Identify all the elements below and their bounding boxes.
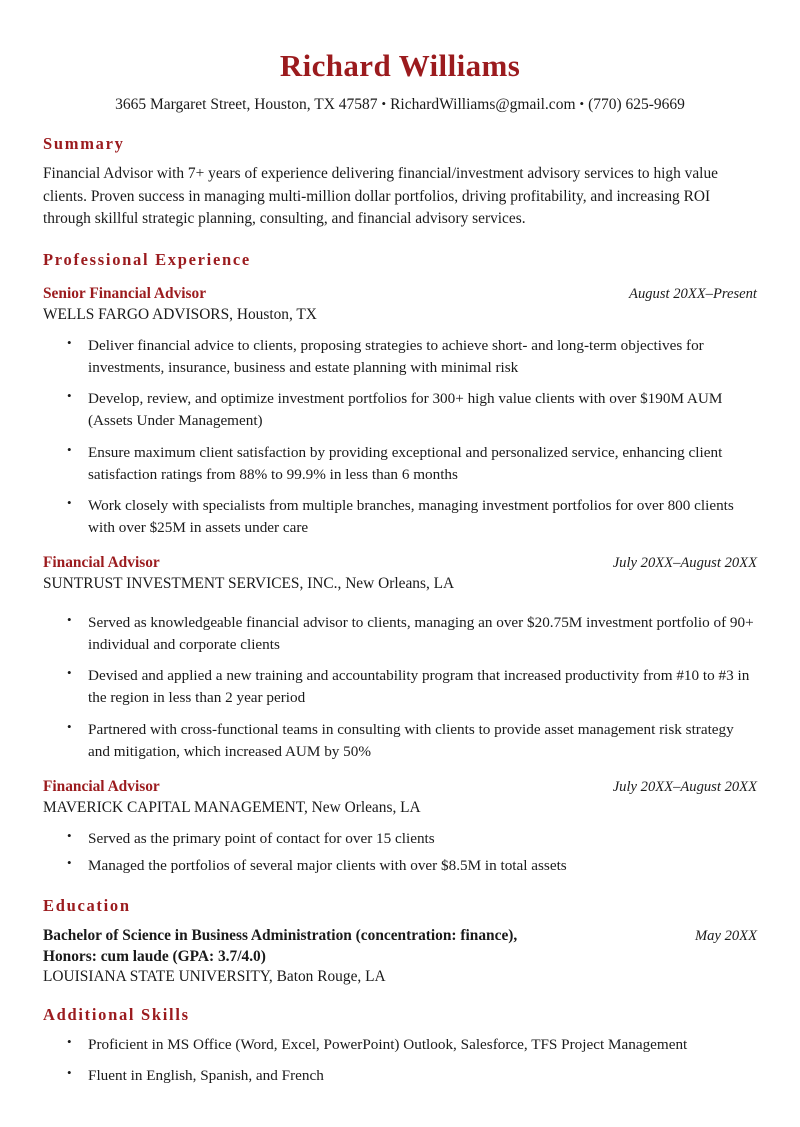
contact-email[interactable]: RichardWilliams@gmail.com — [390, 95, 576, 113]
experience-entry — [43, 777, 757, 877]
job-header-row — [43, 777, 757, 798]
job-header-row — [43, 284, 757, 305]
summary-text: Financial Advisor with 7+ years of experience delivering financial/investment advisory services to high value clients. Proven success in managing multi-million dollar portfolios, driving profitability, and increasing ROI through skillful strategic planning, consulting, and financial advisory services. — [43, 164, 718, 228]
job-date: July 20XX–August 20XX — [612, 555, 757, 572]
education-school: LOUISIANA STATE UNIVERSITY, Baton Rouge, LA — [43, 968, 386, 986]
job-bullet: • Deliver financial advice to clients, proposing strategies to achieve short- and long-term objectives for investments, insurance, business and estate planning with minimal risk — [43, 335, 757, 379]
section-heading-education: Education — [43, 896, 131, 916]
candidate-name: Richard Williams — [279, 48, 521, 83]
job-date: July 20XX–August 20XX — [612, 779, 757, 796]
contact-line — [43, 95, 757, 115]
job-company: WELLS FARGO ADVISORS, Houston, TX — [43, 306, 317, 324]
contact-separator-1: • — [381, 95, 387, 111]
education-date: May 20XX — [694, 927, 757, 944]
job-title: Financial Advisor — [43, 778, 160, 796]
job-bullet: • Ensure maximum client satisfaction by providing exceptional and personalized service, enhancing client satisfaction ratings from 88% to 99.9% in less than 6 months — [43, 442, 757, 486]
education-entry — [43, 925, 757, 968]
job-bullet: • Work closely with specialists from multiple branches, managing investment portfolios for over 800 clients with over $25M in assets under care — [43, 495, 757, 539]
job-company: SUNTRUST INVESTMENT SERVICES, INC., New Orleans, LA — [43, 575, 455, 593]
experience-entry — [43, 553, 757, 763]
job-bullet: • Served as the primary point of contact for over 15 clients — [43, 828, 757, 850]
skills-bullet-list — [43, 1034, 757, 1087]
skill-bullet: • Fluent in English, Spanish, and French — [43, 1065, 757, 1087]
job-bullet: • Served as knowledgeable financial advisor to clients, managing an over $20.75M investment portfolio of 90+ individual and corporate clients — [43, 612, 757, 656]
job-company: MAVERICK CAPITAL MANAGEMENT, New Orleans, LA — [43, 798, 421, 816]
job-bullet: • Partnered with cross-functional teams in consulting with clients to provide asset management risk strategy and mitigation, which increased AUM by 50% — [43, 719, 757, 763]
job-title: Financial Advisor — [43, 554, 160, 572]
education-degree-line-2: Honors: cum laude (GPA: 3.7/4.0) — [43, 948, 266, 966]
section-heading-summary: Summary — [43, 133, 125, 153]
skill-bullet: • Proficient in MS Office (Word, Excel, PowerPoint) Outlook, Salesforce, TFS Project Management — [43, 1034, 757, 1056]
contact-separator-2: • — [579, 95, 585, 111]
contact-address: 3665 Margaret Street, Houston, TX 47587 — [115, 95, 378, 113]
job-header-row — [43, 553, 757, 574]
contact-phone[interactable]: (770) 625-9669 — [588, 95, 685, 113]
education-degree-line-1: Bachelor of Science in Business Administration (concentration: finance), — [43, 926, 518, 944]
job-date: August 20XX–Present — [629, 286, 757, 303]
job-bullet-list — [43, 335, 757, 540]
job-bullet-list — [43, 612, 757, 763]
job-bullet-list — [43, 828, 757, 877]
section-heading-skills: Additional Skills — [43, 1005, 190, 1025]
job-bullet: • Develop, review, and optimize investment portfolios for 300+ high value clients with over $190M AUM (Assets Under Management) — [43, 388, 757, 432]
section-heading-experience: Professional Experience — [43, 250, 251, 270]
education-degree — [43, 925, 517, 968]
job-bullet: • Managed the portfolios of several major clients with over $8.5M in total assets — [43, 855, 757, 877]
experience-entry — [43, 284, 757, 539]
job-bullet: • Devised and applied a new training and accountability program that increased productivity from #10 to #3 in the region in less than 2 year period — [43, 665, 757, 709]
job-title: Senior Financial Advisor — [43, 285, 207, 303]
